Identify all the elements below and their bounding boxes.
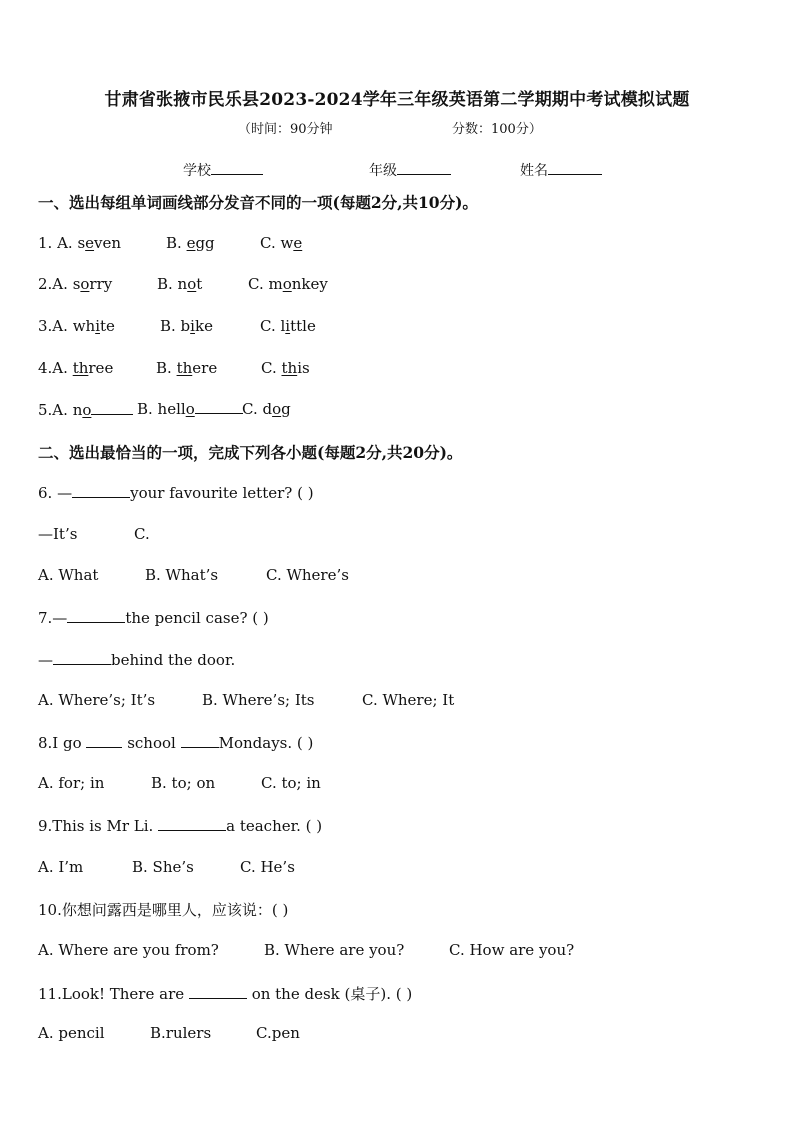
school-label: 学校: [183, 163, 211, 179]
option-text: C. w: [260, 234, 294, 252]
option-text: ke: [194, 317, 213, 335]
option-b[interactable]: B. What’s: [145, 566, 219, 584]
question-7-answer: [38, 650, 235, 669]
question-text: school: [127, 734, 176, 752]
answer-text: C.: [134, 525, 150, 543]
answer-blank[interactable]: [158, 816, 226, 831]
underlined-part: i: [190, 317, 195, 335]
answer-blank[interactable]: [53, 650, 111, 665]
option-a[interactable]: A. Where’s; It’s: [38, 691, 156, 709]
question-8-options: [38, 774, 758, 792]
question-text: on the desk (桌子). ( ): [251, 985, 413, 1003]
question-6-options: [38, 566, 758, 584]
option-text: wh: [72, 317, 96, 335]
option-b[interactable]: B. Where are you?: [264, 941, 405, 959]
question-5: [38, 400, 758, 419]
underlined-part: o: [82, 401, 92, 419]
option-text: B. hell: [137, 400, 186, 418]
option-text: t: [196, 275, 203, 293]
question-number: 2.A.: [38, 275, 73, 293]
question-text: 9.This is Mr Li.: [38, 817, 154, 835]
underlined-part: o: [282, 275, 292, 293]
option-text: ven: [94, 234, 122, 252]
option-text: C. l: [260, 317, 286, 335]
option-text: is: [297, 359, 310, 377]
question-8-stem: [38, 733, 313, 752]
question-number: 4.A.: [38, 359, 73, 377]
answer-underline: [91, 402, 133, 415]
grade-blank[interactable]: [397, 160, 451, 175]
answer-blank[interactable]: [181, 733, 219, 748]
question-text: 6. —: [38, 484, 73, 502]
question-9-stem: [38, 816, 322, 835]
option-b[interactable]: B. She’s: [132, 858, 194, 876]
option-text: gg: [195, 234, 215, 252]
question-9-options: [38, 858, 758, 876]
answer-blank[interactable]: [86, 733, 122, 748]
answer-blank[interactable]: [72, 483, 130, 498]
question-text: a teacher. ( ): [226, 817, 323, 835]
answer-blank[interactable]: [67, 608, 125, 623]
option-a[interactable]: A. I’m: [38, 858, 84, 876]
name-label: 姓名: [520, 163, 548, 179]
question-1: [38, 234, 758, 252]
question-3: [38, 317, 758, 335]
underlined-part: o: [185, 400, 195, 418]
underlined-part: th: [176, 359, 193, 377]
option-text: ree: [88, 359, 114, 377]
option-text: C.: [261, 359, 282, 377]
grade-label: 年级: [369, 163, 397, 179]
option-a[interactable]: A. What: [38, 566, 99, 584]
answer-text: behind the door.: [111, 651, 236, 669]
option-b[interactable]: B. to; on: [151, 774, 216, 792]
question-number: 1. A.: [38, 234, 78, 252]
answer-text: —: [38, 651, 53, 669]
underlined-part: i: [95, 317, 100, 335]
name-field[interactable]: [520, 160, 602, 180]
option-text: ere: [192, 359, 218, 377]
option-c[interactable]: C.pen: [256, 1024, 300, 1042]
option-b[interactable]: B. Where’s; Its: [202, 691, 315, 709]
option-c[interactable]: C. Where; It: [362, 691, 455, 709]
question-text: your favourite letter? ( ): [130, 484, 314, 502]
option-text: g: [281, 400, 291, 418]
question-text: 7.—: [38, 609, 68, 627]
section1-heading: 一、选出每组单词画线部分发音不同的一项(每题2分,共10分)。: [38, 193, 478, 212]
question-10-stem: 10.你想问露西是哪里人，应该说：( ): [38, 901, 289, 919]
question-number: 3.A.: [38, 317, 73, 335]
question-4: [38, 359, 758, 377]
question-6-stem: [38, 483, 314, 502]
option-text: s: [77, 234, 86, 252]
time-limit: （时间：90分钟: [238, 122, 333, 137]
question-number: 5.A.: [38, 401, 73, 419]
option-text: B. b: [160, 317, 191, 335]
answer-blank[interactable]: [189, 984, 247, 999]
question-2: [38, 275, 758, 293]
question-6-answer: [38, 525, 338, 543]
question-7-stem: [38, 608, 269, 627]
question-text: 8.I go: [38, 734, 82, 752]
answer-text: —It’s: [38, 525, 78, 543]
underlined-part: o: [272, 400, 282, 418]
option-c[interactable]: C. Where’s: [266, 566, 349, 584]
option-text: nkey: [291, 275, 328, 293]
question-text: 11.Look! There are: [38, 985, 185, 1003]
option-text: rry: [89, 275, 113, 293]
total-score: 分数：100分）: [452, 122, 542, 137]
answer-underline: [195, 401, 243, 414]
option-text: n: [72, 401, 83, 419]
option-text: B.: [166, 234, 187, 252]
option-a[interactable]: A. Where are you from?: [38, 941, 219, 959]
option-text: C. d: [242, 400, 273, 418]
option-a[interactable]: A. pencil: [38, 1024, 105, 1042]
option-c[interactable]: C. He’s: [240, 858, 295, 876]
option-c[interactable]: C. How are you?: [449, 941, 575, 959]
option-text: B.: [156, 359, 177, 377]
question-text: Mondays. ( ): [218, 734, 314, 752]
option-text: B. n: [157, 275, 188, 293]
question-10-options: [38, 941, 758, 959]
underlined-part: e: [293, 234, 303, 252]
question-11-options: [38, 1024, 758, 1042]
underlined-part: o: [187, 275, 197, 293]
option-c[interactable]: C. to; in: [261, 774, 321, 792]
question-7-options: [38, 691, 758, 709]
school-blank[interactable]: [211, 160, 263, 175]
underlined-part: th: [72, 359, 89, 377]
grade-field[interactable]: [369, 160, 451, 180]
option-text: s: [72, 275, 81, 293]
option-text: te: [100, 317, 115, 335]
section2-heading: 二、选出最恰当的一项，完成下列各小题(每题2分,共20分)。: [38, 443, 463, 462]
option-text: ttle: [290, 317, 316, 335]
option-b[interactable]: B.rulers: [150, 1024, 212, 1042]
option-text: C. m: [248, 275, 283, 293]
underlined-part: i: [285, 317, 291, 335]
underlined-part: e: [186, 234, 196, 252]
option-a[interactable]: A. for; in: [38, 774, 105, 792]
school-field[interactable]: [183, 160, 263, 180]
underlined-part: th: [281, 359, 298, 377]
name-blank[interactable]: [548, 160, 602, 175]
underlined-part: e: [85, 234, 95, 252]
page-title: 甘肃省张掖市民乐县2023-2024学年三年级英语第二学期期中考试模拟试题: [104, 90, 690, 110]
underlined-part: o: [80, 275, 90, 293]
question-text: the pencil case? ( ): [125, 609, 269, 627]
question-11-stem: [38, 983, 412, 1004]
